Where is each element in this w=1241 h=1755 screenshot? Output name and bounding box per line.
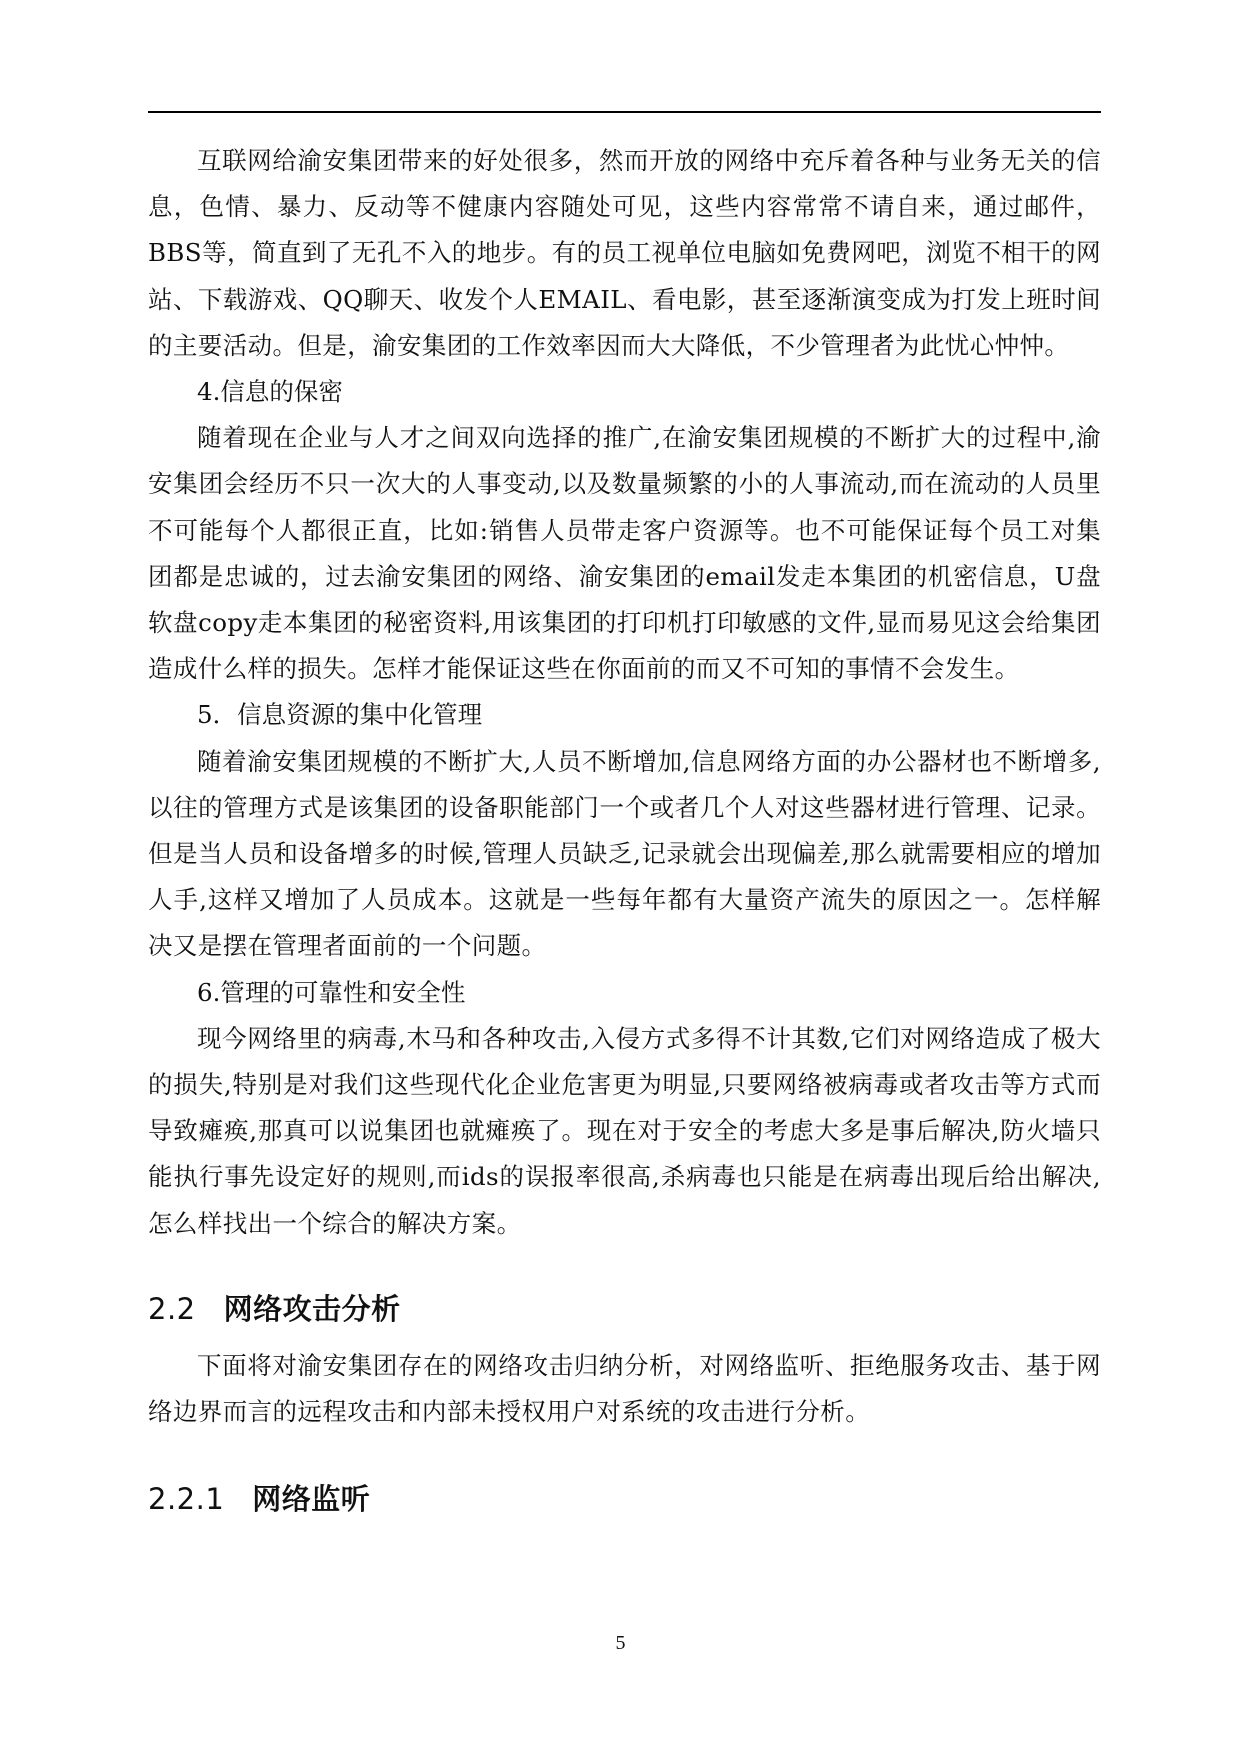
body-paragraph: 随着现在企业与人才之间双向选择的推广,在渝安集团规模的不断扩大的过程中,渝安集团会经历不只一次大的人事变动,以及数量频繁的小的人事流动,而在流动的人员里不可能每个人都很正直，比如:销售人员带走客户资源等。也不可能保证每个员工对集团都是忠诚的，过去渝安集团的网络、渝安集团的email发走本集团的机密信息，U盘软盘copy走本集团的秘密资料,用该集团的打印机打印敏感的文件,显而易见这会给集团造成什么样的损失。怎样才能保证这些在你面前的而又不可知的事情不会发生。	[148, 423, 1101, 684]
item-title-centralized-management: 5．信息资源的集中化管理	[197, 700, 483, 730]
body-paragraph: 互联网给渝安集团带来的好处很多，然而开放的网络中充斥着各种与业务无关的信息，色情、暴力、反动等不健康内容随处可见，这些内容常常不请自来，通过邮件，BBS等，简直到了无孔不入的地步。有的员工视单位电脑如免费网吧，浏览不相干的网站、下载游戏、QQ聊天、收发个人EMAIL、看电影，甚至逐渐演变成为打发上班时间的主要活动。但是，渝安集团的工作效率因而大大降低，不少管理者为此忧心忡忡。	[148, 146, 1101, 360]
section-number: 2.2	[148, 1291, 196, 1326]
item-title-reliability-security: 6.管理的可靠性和安全性	[197, 977, 466, 1007]
section-heading-2-2-1	[148, 1479, 1101, 1519]
section-title: 网络攻击分析	[223, 1291, 401, 1326]
header-rule	[148, 111, 1101, 113]
section-heading-2-2	[148, 1289, 1101, 1329]
page-body	[148, 138, 1101, 1519]
body-paragraph: 下面将对渝安集团存在的网络攻击归纳分析，对网络监听、拒绝服务攻击、基于网络边界而言的远程攻击和内部未授权用户对系统的攻击进行分析。	[148, 1350, 1101, 1427]
section-number: 2.2.1	[148, 1482, 225, 1517]
section-title: 网络监听	[252, 1482, 371, 1517]
item-title-confidentiality: 4.信息的保密	[197, 377, 343, 407]
page-number: 5	[615, 1632, 626, 1654]
body-paragraph: 随着渝安集团规模的不断扩大,人员不断增加,信息网络方面的办公器材也不断增多,以往的管理方式是该集团的设备职能部门一个或者几个人对这些器材进行管理、记录。但是当人员和设备增多的时候,管理人员缺乏,记录就会出现偏差,那么就需要相应的增加人手,这样又增加了人员成本。这就是一些每年都有大量资产流失的原因之一。怎样解决又是摆在管理者面前的一个问题。	[148, 746, 1101, 961]
body-paragraph: 现今网络里的病毒,木马和各种攻击,入侵方式多得不计其数,它们对网络造成了极大的损失,特别是对我们这些现代化企业危害更为明显,只要网络被病毒或者攻击等方式而导致瘫痪,那真可以说集团也就瘫痪了。现在对于安全的考虑大多是事后解决,防火墙只能执行事先设定好的规则,而ids的误报率很高,杀病毒也只能是在病毒出现后给出解决,怎么样找出一个综合的解决方案。	[148, 1023, 1101, 1238]
